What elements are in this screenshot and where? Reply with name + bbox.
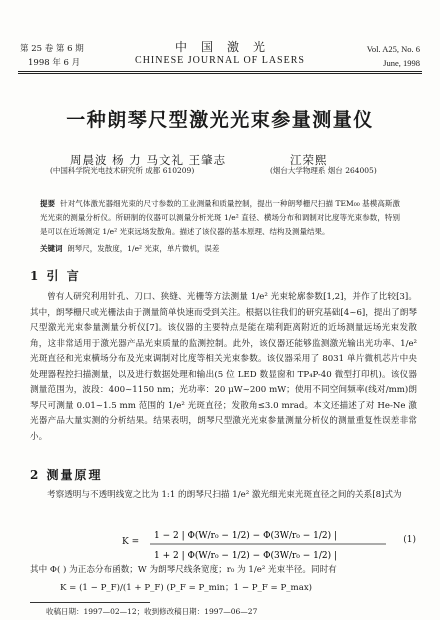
- vol-en: Vol. A25, No. 6: [366, 44, 420, 54]
- abstract: [40, 197, 400, 239]
- keywords: [40, 242, 400, 255]
- date-en: June, 1998: [383, 58, 420, 68]
- abstract-label: 提要: [40, 199, 56, 208]
- volume-line: 第 25 卷 第 6 期: [20, 44, 84, 54]
- header-volume-en: [367, 42, 420, 70]
- abstract-text: 针对气体激光器细光束的尺寸参数的工业测量和质量控制，提出一种朗琴栅尺扫描 TEM₀₀ 基模高斯激光光束的测量分析仪。所研制的仪器可以测量分析光斑 1/e² 直径、横场分布和调制对比度等光束参数，特别是可以在近场测定 1/e² 光束远场发散角。描述了该仪器的基本原理、结构及测量结果。: [40, 199, 400, 236]
- authors-left: 周晨波 杨 力 马文礼 王肇志: [70, 153, 227, 167]
- section-2-paragraph: 考察透明与不透明线宽之比为 1:1 的朗琴尺扫描 1/e² 激光细光束光斑直径之间的关系[8]式为: [47, 490, 402, 500]
- journal-name-en: CHINESE JOURNAL OF LASERS: [135, 55, 305, 66]
- equation-1: [80, 524, 415, 564]
- equation-1-explanation: 其中 Φ( ) 为正态分布函数；W 为朗琴尺线条宽度；r₀ 为 1/e² 光束半径。同时有: [30, 565, 337, 575]
- section-2-heading: 2 测量原理: [30, 468, 103, 482]
- svg-text:1 + 2 | Φ(W/r₀ − 1/2) − Φ(3W/r: 1 + 2 | Φ(W/r₀ − 1/2) − Φ(3W/r₀ − 1/2) |: [154, 551, 338, 561]
- footnote: 收稿日期：1997—02—12；收到修改稿日期：1997—06—27: [46, 607, 258, 616]
- section-1-paragraph: 曾有人研究利用针孔、刀口、狭缝、光栅等方法测量 1/e² 光束轮廓参数[1,2]，并作了比较[3]。其中，朗琴栅尺或光栅法由于测量简单快速而受到关注。根据以往我们的研究基础[4~6]，提出了朗琴尺型激光光束参量测量分析仪[7]。该仪器的主要特点是能在瑞利距离附近的近场测量远场光束发散角，这非常适用于激光器产品光束质量的监测控制。此外，该仪器还能够监测激光输出光功率、1/e² 光斑直径和光束横场分布及光束调制对比度等相关光束参数。该仪器采用了 8031 单片微机芯片中央处理器程控扫描测量，以及进行数据处理和输出(5 位 LED 数显窗和 TP₄P-40 微型打印机)。该仪器测量范围为，波段：400~1150 nm；光功率：20 μW~200 mW；使用不同空间频率(线对/mm)朗琴尺可测量 0.01~1.5 mm 范围的 1/e² 光斑直径；发散角≤3.0 mrad。本文还描述了对 He-Ne 激光器产品大量实测的分析结果。结果表明，朗琴尺型激光光束参量测量分析仪的测量重复性误差非常小。: [30, 292, 417, 442]
- section-1-heading: 1 引 言: [30, 269, 81, 283]
- page-header: [0, 0, 440, 72]
- equation-1-lhs: K =: [122, 537, 140, 547]
- keywords-label: 关键词: [40, 244, 63, 253]
- header-rule-bottom: [18, 73, 422, 74]
- equation-1-fraction: [150, 524, 390, 564]
- article-title: 一种朗琴尺型激光光束参量测量仪: [66, 109, 374, 131]
- authors-right: 江荣熙: [290, 153, 328, 167]
- date-line: 1998 年 6 月: [28, 58, 81, 68]
- footnote-rule: [30, 602, 150, 603]
- affiliation-left: (中国科学院光电技术研究所 成都 610209): [50, 166, 195, 175]
- equation-2: K = (1 − P_F)/(1 + P_F) (P_F = P_min；1 − P_F = P_max): [60, 583, 313, 593]
- svg-text:1 − 2 | Φ(W/r₀ − 1/2) − Φ(3W/r: 1 − 2 | Φ(W/r₀ − 1/2) − Φ(3W/r₀ − 1/2) |: [154, 531, 338, 541]
- header-rule-top: [18, 71, 422, 72]
- journal-name-cn: 中国激光: [174, 40, 279, 54]
- affiliation-right: (烟台大学物理系 烟台 264005): [270, 166, 377, 175]
- keywords-text: 朗琴尺，发散度，1/e² 光束，单片微机，误差: [67, 244, 220, 253]
- equation-1-number: (1): [403, 535, 416, 545]
